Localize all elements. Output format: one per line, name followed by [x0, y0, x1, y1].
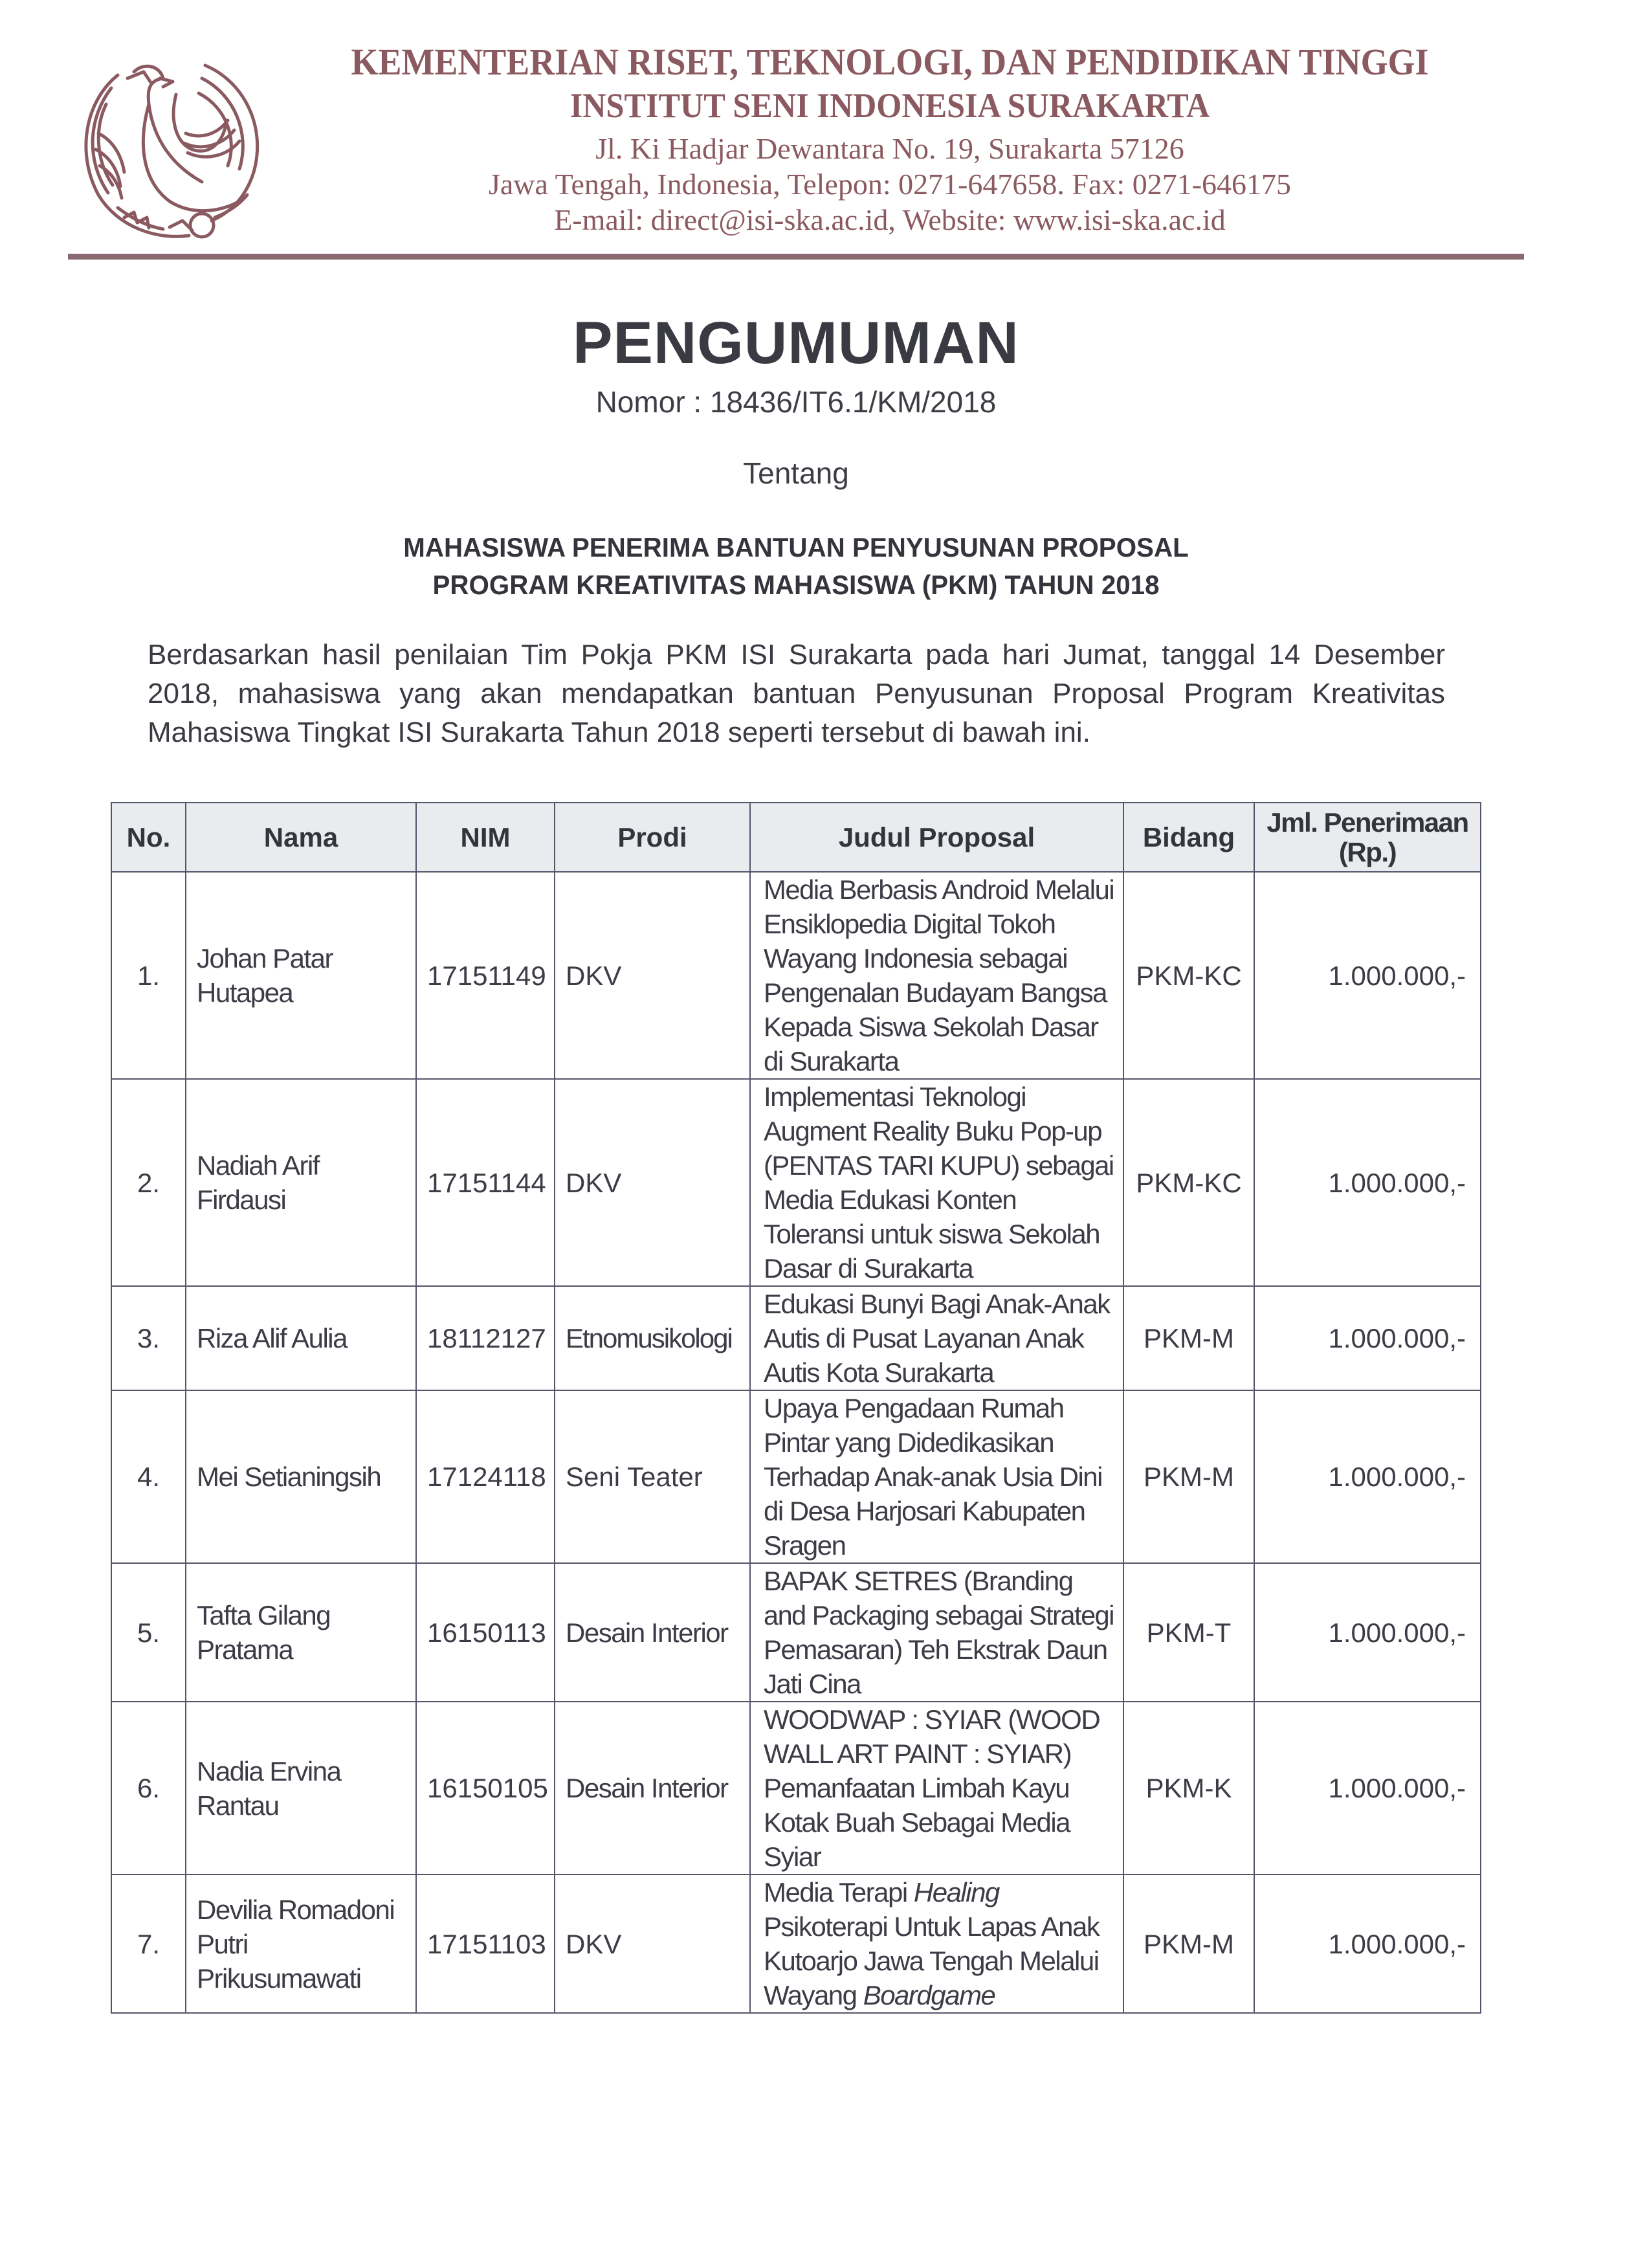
- letterhead-divider: [68, 254, 1524, 260]
- judul-italic-text: Boardgame: [863, 1980, 995, 2010]
- judul-line: Edukasi Bunyi Bagi Anak-Anak: [764, 1289, 1110, 1319]
- cell-judul: [750, 1079, 1123, 1286]
- judul-line: Dasar di Surakarta: [764, 1253, 973, 1284]
- institution-address: Jl. Ki Hadjar Dewantara No. 19, Surakarta 57126: [595, 132, 1184, 165]
- table-row: [111, 872, 1481, 1079]
- cell-bidang: PKM-KC: [1123, 872, 1254, 1079]
- judul-line: Media Berbasis Android Melalui: [764, 874, 1114, 905]
- cell-judul: [750, 1286, 1123, 1390]
- judul-line: Jati Cina: [764, 1669, 861, 1699]
- judul-line: Kutoarjo Jawa Tengah Melalui: [764, 1946, 1099, 1976]
- cell-nama: [186, 1874, 416, 2013]
- cell-nama: [186, 1286, 416, 1390]
- judul-text: Media Terapi: [764, 1877, 914, 1907]
- nama-line: Devilia Romadoni: [197, 1894, 395, 1925]
- cell-nim: 17151144: [416, 1079, 555, 1286]
- nama-line: Putri: [197, 1928, 248, 1959]
- table-row: [111, 1286, 1481, 1390]
- header-nim: NIM: [416, 803, 555, 872]
- header-prodi: Prodi: [555, 803, 750, 872]
- judul-line: di Desa Harjosari Kabupaten: [764, 1496, 1085, 1526]
- intro-paragraph: Berdasarkan hasil penilaian Tim Pokja PKM ISI Surakarta pada hari Jumat, tanggal 14 Desember 2018, mahasiswa yang akan mendapatkan bantuan Penyusunan Proposal Program Kreativitas Mahasiswa Tingkat ISI Surakarta Tahun 2018 seperti tersebut di bawah ini.: [148, 639, 1445, 748]
- cell-nama: [186, 1563, 416, 1702]
- nama-line: Prikusumawati: [197, 1962, 361, 1994]
- judul-line: (PENTAS TARI KUPU) sebagai: [764, 1150, 1114, 1181]
- document-number: Nomor : 18436/IT6.1/KM/2018: [595, 385, 997, 419]
- cell-no: 7.: [111, 1874, 186, 2013]
- table-row: [111, 1702, 1481, 1874]
- nama-line: Pratama: [197, 1634, 293, 1665]
- cell-bidang: PKM-M: [1123, 1874, 1254, 2013]
- nama-line: Nadiah Arif: [197, 1150, 319, 1181]
- nama-line: Johan Patar: [197, 943, 333, 973]
- subject-heading-line-1: MAHASISWA PENERIMA BANTUAN PENYUSUNAN PROPOSAL: [403, 532, 1189, 562]
- cell-bidang: PKM-M: [1123, 1286, 1254, 1390]
- judul-line: [764, 1978, 1112, 2012]
- judul-text: Wayang: [764, 1980, 863, 2010]
- nama-line: Riza Alif Aulia: [197, 1323, 347, 1353]
- cell-judul: [750, 872, 1123, 1079]
- cell-bidang: PKM-T: [1123, 1563, 1254, 1702]
- judul-line: Pengenalan Budayam Bangsa: [764, 977, 1107, 1008]
- judul-line: Autis Kota Surakarta: [764, 1357, 994, 1388]
- cell-no: 4.: [111, 1390, 186, 1563]
- cell-nim: 17151103: [416, 1874, 555, 2013]
- judul-italic-text: Healing: [913, 1877, 999, 1907]
- cell-bidang: PKM-KC: [1123, 1079, 1254, 1286]
- judul-line: BAPAK SETRES (Branding: [764, 1566, 1073, 1596]
- cell-bidang: PKM-M: [1123, 1390, 1254, 1563]
- judul-line: Pemasaran) Teh Ekstrak Daun: [764, 1634, 1107, 1665]
- judul-line: Media Edukasi Konten: [764, 1184, 1017, 1215]
- cell-nama: [186, 872, 416, 1079]
- judul-line: Autis di Pusat Layanan Anak: [764, 1323, 1084, 1353]
- cell-nama: [186, 1390, 416, 1563]
- cell-no: 2.: [111, 1079, 186, 1286]
- cell-prodi: DKV: [555, 1874, 750, 2013]
- table-row: [111, 1079, 1481, 1286]
- judul-line: Kotak Buah Sebagai Media: [764, 1807, 1070, 1838]
- table-row: [111, 1874, 1481, 2013]
- header-jml-line-1: Jml. Penerimaan: [1266, 806, 1468, 838]
- judul-line: Toleransi untuk siswa Sekolah: [764, 1219, 1100, 1249]
- cell-nim: 16150113: [416, 1563, 555, 1702]
- cell-no: 5.: [111, 1563, 186, 1702]
- judul-line: Kepada Siswa Sekolah Dasar: [764, 1012, 1098, 1042]
- judul-line: Syiar: [764, 1841, 821, 1872]
- judul-line: [764, 1875, 1112, 1909]
- judul-line: Ensiklopedia Digital Tokoh: [764, 909, 1056, 939]
- nama-line: Mei Setianingsih: [197, 1462, 381, 1492]
- judul-line: Implementasi Teknologi: [764, 1082, 1026, 1112]
- judul-line: Wayang Indonesia sebagai: [764, 943, 1068, 973]
- nama-line: Nadia Ervina: [197, 1755, 341, 1786]
- cell-nim: 16150105: [416, 1702, 555, 1874]
- cell-nim: 18112127: [416, 1286, 555, 1390]
- institution-contact: Jawa Tengah, Indonesia, Telepon: 0271-647658. Fax: 0271-646175: [488, 168, 1292, 201]
- nama-line: Hutapea: [197, 977, 293, 1008]
- table-row: [111, 1390, 1481, 1563]
- phoenix-bird-emblem-icon: [72, 43, 267, 249]
- cell-nama: [186, 1702, 416, 1874]
- cell-judul: [750, 1390, 1123, 1563]
- cell-prodi: Etnomusikologi: [555, 1286, 750, 1390]
- cell-prodi: DKV: [555, 1079, 750, 1286]
- header-bidang: Bidang: [1123, 803, 1254, 872]
- cell-jml: 1.000.000,-: [1254, 1390, 1481, 1563]
- header-jml-line-2: (Rp.): [1338, 836, 1397, 867]
- judul-line: WALL ART PAINT : SYIAR): [764, 1739, 1072, 1769]
- cell-judul: [750, 1874, 1123, 2013]
- judul-line: and Packaging sebagai Strategi: [764, 1600, 1114, 1630]
- cell-nim: 17124118: [416, 1390, 555, 1563]
- institution-name: INSTITUT SENI INDONESIA SURAKARTA: [569, 86, 1210, 125]
- cell-judul: [750, 1702, 1123, 1874]
- cell-jml: 1.000.000,-: [1254, 1286, 1481, 1390]
- judul-line: Terhadap Anak-anak Usia Dini: [764, 1462, 1102, 1492]
- about-label: Tentang: [743, 456, 849, 490]
- cell-no: 1.: [111, 872, 186, 1079]
- cell-nama: [186, 1079, 416, 1286]
- recipients-table: [111, 802, 1481, 2014]
- cell-nim: 17151149: [416, 872, 555, 1079]
- cell-no: 3.: [111, 1286, 186, 1390]
- header-jml-penerimaan: [1254, 803, 1481, 872]
- cell-judul: [750, 1563, 1123, 1702]
- judul-line: WOODWAP : SYIAR (WOOD: [764, 1704, 1100, 1735]
- judul-line: Sragen: [764, 1530, 846, 1561]
- judul-line: Augment Reality Buku Pop-up: [764, 1116, 1102, 1146]
- cell-prodi: Desain Interior: [555, 1702, 750, 1874]
- cell-jml: 1.000.000,-: [1254, 872, 1481, 1079]
- judul-line: Pemanfaatan Limbah Kayu: [764, 1773, 1070, 1803]
- nama-line: Firdausi: [197, 1184, 286, 1215]
- header-nama: Nama: [186, 803, 416, 872]
- document-title: PENGUMUMAN: [573, 310, 1019, 376]
- institution-logo: [72, 43, 267, 249]
- cell-prodi: Desain Interior: [555, 1563, 750, 1702]
- subject-heading-line-2: PROGRAM KREATIVITAS MAHASISWA (PKM) TAHUN 2018: [432, 570, 1160, 600]
- cell-bidang: PKM-K: [1123, 1702, 1254, 1874]
- cell-no: 6.: [111, 1702, 186, 1874]
- header-no: No.: [111, 803, 186, 872]
- cell-prodi: DKV: [555, 872, 750, 1079]
- table-row: [111, 1563, 1481, 1702]
- cell-jml: 1.000.000,-: [1254, 1079, 1481, 1286]
- table-header-row: [111, 803, 1481, 872]
- header-judul-proposal: Judul Proposal: [750, 803, 1123, 872]
- cell-jml: 1.000.000,-: [1254, 1874, 1481, 2013]
- judul-line: Psikoterapi Untuk Lapas Anak: [764, 1911, 1100, 1942]
- judul-line: Upaya Pengadaan Rumah: [764, 1393, 1064, 1423]
- nama-line: Tafta Gilang: [197, 1600, 331, 1630]
- judul-line: di Surakarta: [764, 1046, 899, 1076]
- nama-line: Rantau: [197, 1790, 279, 1821]
- cell-prodi: Seni Teater: [555, 1390, 750, 1563]
- ministry-name: KEMENTERIAN RISET, TEKNOLOGI, DAN PENDIDIKAN TINGGI: [351, 41, 1429, 83]
- judul-line: Pintar yang Didedikasikan: [764, 1427, 1054, 1458]
- cell-jml: 1.000.000,-: [1254, 1563, 1481, 1702]
- institution-email-website: E-mail: direct@isi-ska.ac.id, Website: www.isi-ska.ac.id: [554, 203, 1226, 236]
- cell-jml: 1.000.000,-: [1254, 1702, 1481, 1874]
